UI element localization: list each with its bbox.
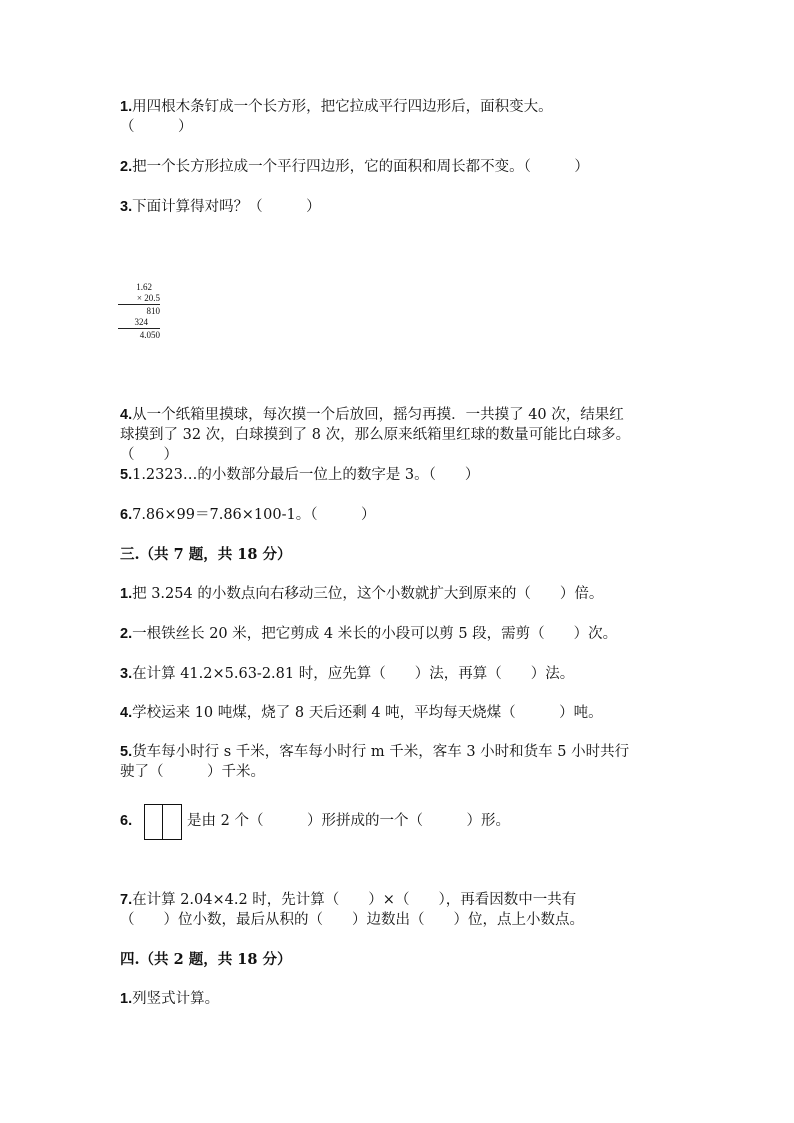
calc-row-partial-2: 324: [134, 317, 148, 327]
question-number: 1.: [120, 99, 133, 115]
question-text: 在计算 2.04×4.2 时，先计算（ ）×（ ），再看因数中一共有: [132, 892, 577, 908]
section-3-question-4: [120, 703, 603, 723]
question-5: [120, 465, 479, 485]
calc-row-partial-1: 810: [146, 306, 160, 316]
question-text: 一根铁丝长 20 米，把它剪成 4 米长的小段可以剪 5 段，需剪（ ）次。: [132, 626, 618, 642]
question-text: 从一个纸箱里摸球，每次摸一个后放回，摇匀再摸．一共摸了 40 次，结果红: [132, 407, 624, 423]
question-number: 5.: [120, 744, 133, 760]
section-3-title: 三.（共 7 题，共 18 分）: [120, 546, 292, 563]
section-3-question-5: [120, 742, 629, 762]
question-4: [120, 405, 624, 425]
section-3-question-7: [120, 890, 576, 910]
question-text: 下面计算得对吗？（ ）: [132, 199, 321, 215]
question-text: 1.2323…的小数部分最后一位上的数字是 3。（ ）: [132, 467, 480, 483]
vertical-calculation: [116, 282, 164, 342]
question-number: 7.: [120, 892, 133, 908]
question-number: 6.: [120, 507, 133, 523]
answer-blank: （ ）: [120, 447, 178, 463]
rectangle-split-figure: [144, 804, 182, 840]
question-text: 列竖式计算。: [132, 991, 220, 1007]
question-number: 6.: [120, 813, 133, 829]
section-3-question-6-text: 是由 2 个（ ）形拼成的一个（ ）形。: [187, 813, 510, 829]
question-number: 2.: [120, 626, 133, 642]
calc-rule: [118, 328, 160, 329]
question-text: 用四根木条钉成一个长方形，把它拉成平行四边形后，面积变大。: [132, 99, 553, 115]
question-number: 1.: [120, 586, 133, 602]
question-number: 3.: [120, 199, 133, 215]
section-3-question-5-line-2: 驶了（ ）千米。: [120, 764, 265, 780]
section-3-question-6-number: [120, 811, 132, 831]
question-number: 5.: [120, 467, 133, 483]
answer-blank: （ ）: [120, 119, 193, 135]
question-text: 7.86×99＝7.86×100-1。（ ）: [132, 507, 376, 523]
section-3-question-2: [120, 624, 617, 644]
calc-row-product: 4.050: [139, 330, 160, 340]
question-text: 货车每小时行 s 千米，客车每小时行 m 千米，客车 3 小时和货车 5 小时共行: [132, 744, 630, 760]
section-3-question-3: [120, 664, 574, 684]
question-3: [120, 197, 321, 217]
section-3-question-1: [120, 584, 603, 604]
section-4-title: 四.（共 2 题，共 18 分）: [120, 951, 292, 968]
section-4-question-1: [120, 989, 219, 1009]
question-number: 3.: [120, 666, 133, 682]
calc-rule: [118, 304, 160, 305]
question-number: 2.: [120, 159, 133, 175]
question-text: 把 3.254 的小数点向右移动三位，这个小数就扩大到原来的（ ）倍。: [132, 586, 604, 602]
question-number: 4.: [120, 705, 133, 721]
question-number: 1.: [120, 991, 133, 1007]
question-6: [120, 505, 375, 525]
calc-row-multiplicand: 1.62: [136, 282, 152, 292]
question-text: 把一个长方形拉成一个平行四边形，它的面积和周长都不变。（ ）: [132, 159, 589, 175]
calc-row-multiplier: × 20.5: [136, 293, 160, 303]
question-number: 4.: [120, 407, 133, 423]
question-text: 学校运来 10 吨煤，烧了 8 天后还剩 4 吨，平均每天烧煤（ ）吨。: [132, 705, 603, 721]
section-3-question-7-line-2: （ ）位小数，最后从积的（ ）边数出（ ）位，点上小数点。: [120, 912, 584, 928]
question-4-line-2: 球摸到了 32 次，白球摸到了 8 次，那么原来纸箱里红球的数量可能比白球多。: [120, 427, 631, 443]
question-2: [120, 157, 589, 177]
question-text: 在计算 41.2×5.63-2.81 时，应先算（ ）法，再算（ ）法。: [132, 666, 575, 682]
question-1: [120, 97, 553, 117]
